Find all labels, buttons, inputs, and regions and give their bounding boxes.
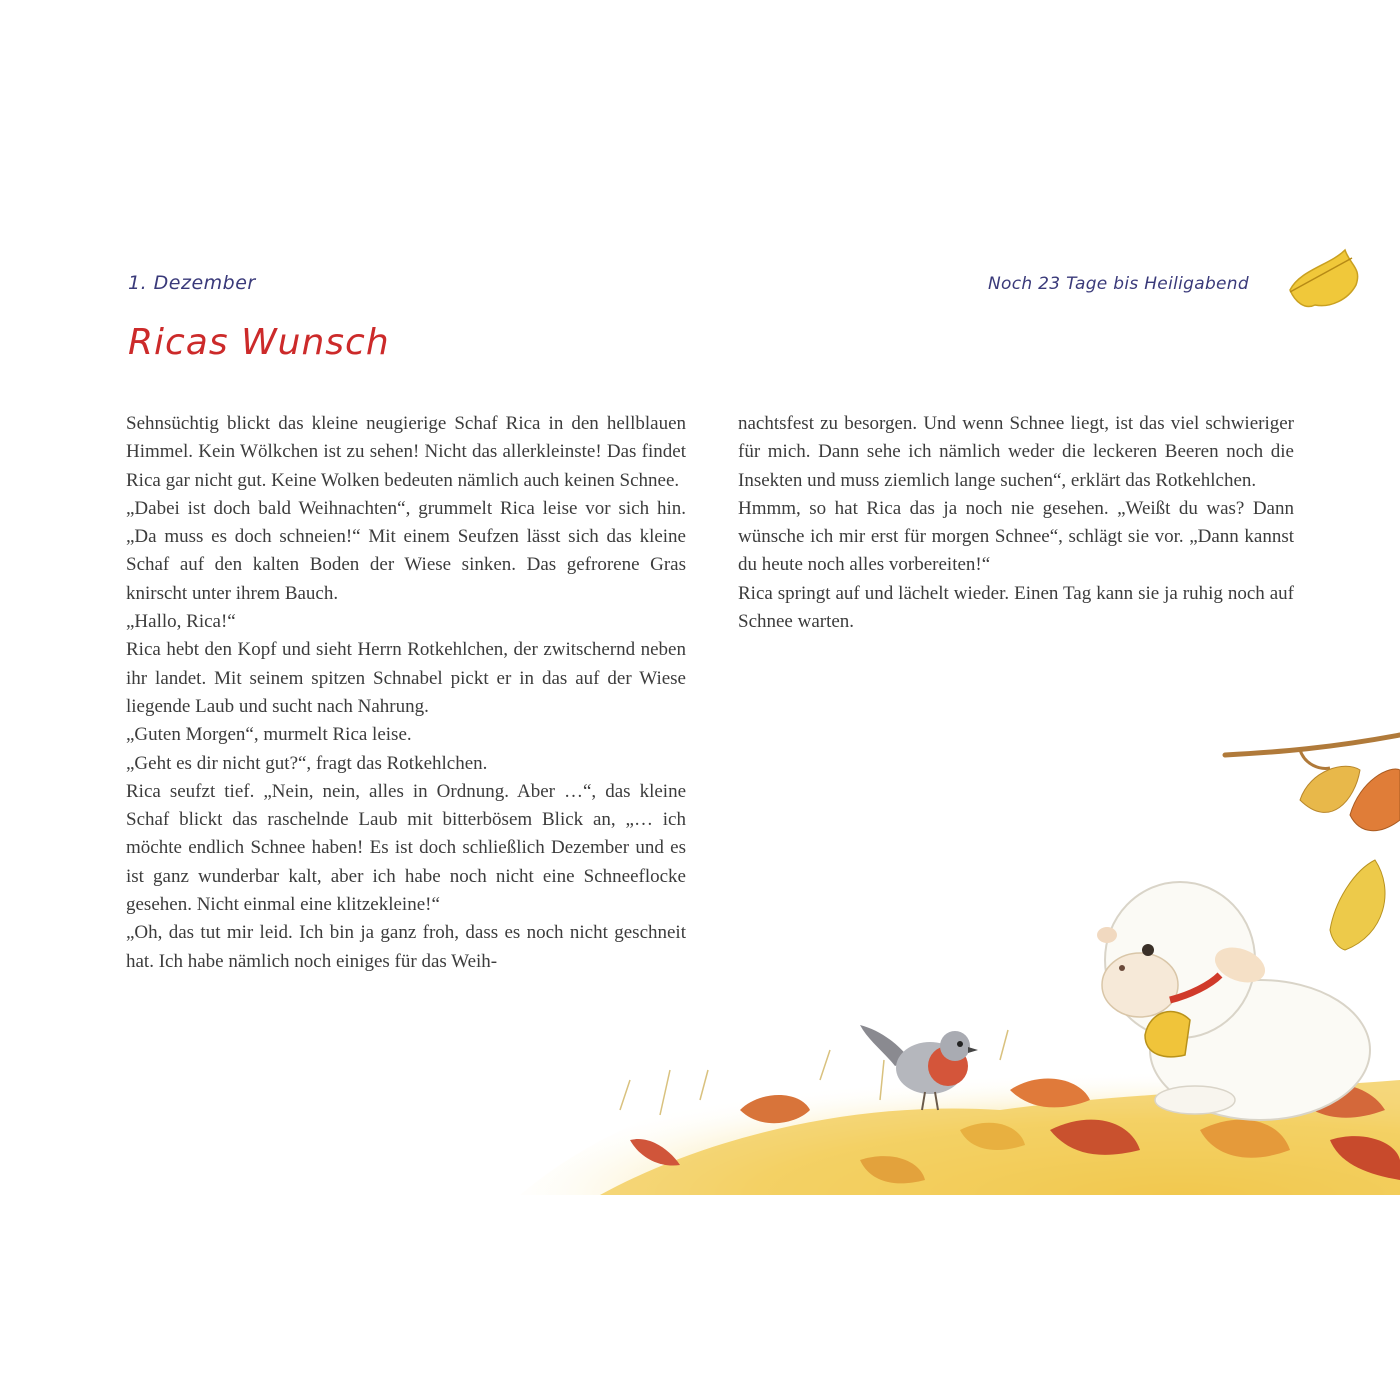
fallen-leaves: [630, 1079, 1400, 1184]
grass: [620, 1030, 1008, 1115]
paragraph: „Oh, das tut mir leid. Ich bin ja ganz froh, dass es noch nicht geschneit hat. Ich habe nämlich noch einiges für das Weih-: [126, 922, 686, 972]
paragraph: „Guten Morgen“, murmelt Rica leise.: [126, 724, 412, 746]
leaf-ground: [520, 1040, 1400, 1195]
paragraph: Rica hebt den Kopf und sieht Herrn Rotkehlchen, der zwitschernd neben ihr landet. Mit seinem spitzen Schnabel pickt er in das auf der Wiese liegende Laub und sucht nach Nahrung.: [126, 639, 686, 717]
countdown-heading: Noch 23 Tage bis Heiligabend: [988, 274, 1249, 294]
paragraph: Rica seufzt tief. „Nein, nein, alles in Ordnung. Aber …“, das kleine Schaf blickt das raschelnde Laub mit bitterbösem Blick an, „… ich möchte endlich Schnee haben! Es ist doch schließlich Dezember und es ist ganz wunderbar kalt, aber ich habe noch nicht eine Schneeflocke gesehen. Nicht einmal eine klitzekleine!“: [126, 780, 686, 916]
branch: [1225, 735, 1400, 950]
text-column-right: [738, 410, 1294, 636]
paragraph: „Geht es dir nicht gut?“, fragt das Rotkehlchen.: [126, 752, 488, 774]
paragraph: Hmmm, so hat Rica das ja noch nie gesehen. „Weißt du was? Dann wünsche ich mir erst für morgen Schnee“, schlägt sie vor. „Dann kannst du heute noch alles vorbereiten!“: [738, 497, 1294, 576]
paragraph: Rica springt auf und lächelt wieder. Einen Tag kann sie ja ruhig noch auf Schnee warten.: [738, 582, 1294, 633]
sheep-rica: [1097, 882, 1370, 1120]
paragraph: „Dabei ist doch bald Weihnachten“, grummelt Rica leise vor sich hin. „Da muss es doch schneien!“ Mit einem Seufzen lässt sich das kleine Schaf auf den kalten Boden der Wiese sinken. Das gefrorene Gras knirscht unter ihrem Bauch.: [126, 497, 686, 604]
paragraph: Sehnsüchtig blickt das kleine neugierige Schaf Rica in den hellblauen Himmel. Kein Wölkchen ist zu sehen! Nicht das allerkleinste! Das findet Rica gar nicht gut. Keine Wolken bedeuten nämlich auch keinen Schnee.: [126, 413, 686, 491]
paragraph: nachtsfest zu besorgen. Und wenn Schnee liegt, ist das viel schwieriger für mich. Dann sehe ich nämlich weder die leckeren Beeren noch die Insekten und muss ziemlich lange suchen“, erklärt das Rotkehlchen.: [738, 413, 1294, 491]
date-heading: 1. Dezember: [128, 272, 256, 294]
robin-bird: [860, 1025, 978, 1110]
oak-leaf-icon: [1290, 250, 1358, 307]
text-column-left: [126, 410, 686, 976]
paragraph: „Hallo, Rica!“: [126, 611, 236, 633]
story-title: Ricas Wunsch: [128, 322, 390, 363]
